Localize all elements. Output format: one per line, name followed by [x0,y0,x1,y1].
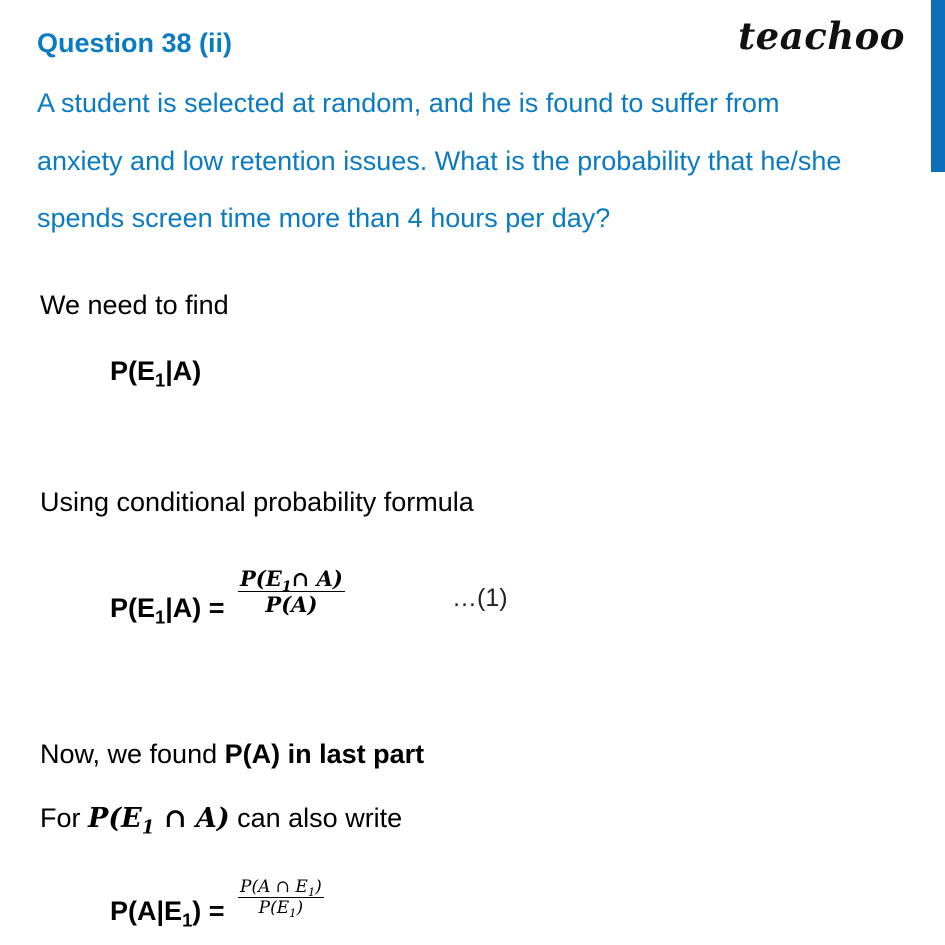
question-line-2: anxiety and low retention issues. What is the probability that he/she [37,146,842,176]
teachoo-logo: teachoo [738,14,905,58]
formula2-fraction [238,877,324,921]
formula-intro-text: Using conditional probability formula [40,487,474,517]
formula1-numerator: $P(E_1\cap$ A) [240,566,343,595]
for-line-text: For $P(E_1$ ∩ A) can also write [40,803,403,839]
formula1-denominator: P(A) [265,592,318,618]
question-line-3: spends screen time more than 4 hours per day? [37,203,611,233]
formula1-lhs: $P(E_1|A)$ = [110,593,225,628]
equation-ref-1: …(1) [452,584,508,612]
formula2-lhs: $P(A|E_1)$ = [110,896,225,931]
target-probability: $P(E_1|A)$ [110,356,202,391]
formula1-fraction [238,566,345,617]
formula2-numerator: P(A ∩ $E_1$) [240,877,322,900]
question-line-1: A student is selected at random, and he is found to suffer from [37,88,780,118]
need-to-find-text: We need to find [40,290,229,320]
now-found-text: Now, we found P(A) in last part [40,739,425,769]
formula2-denominator: $P(E_1)$ [258,898,304,921]
for-line-math: $P(E_1$ ∩ A) [88,803,230,839]
question-title: Question 38 (ii) [37,28,233,58]
accent-bar [931,0,945,172]
